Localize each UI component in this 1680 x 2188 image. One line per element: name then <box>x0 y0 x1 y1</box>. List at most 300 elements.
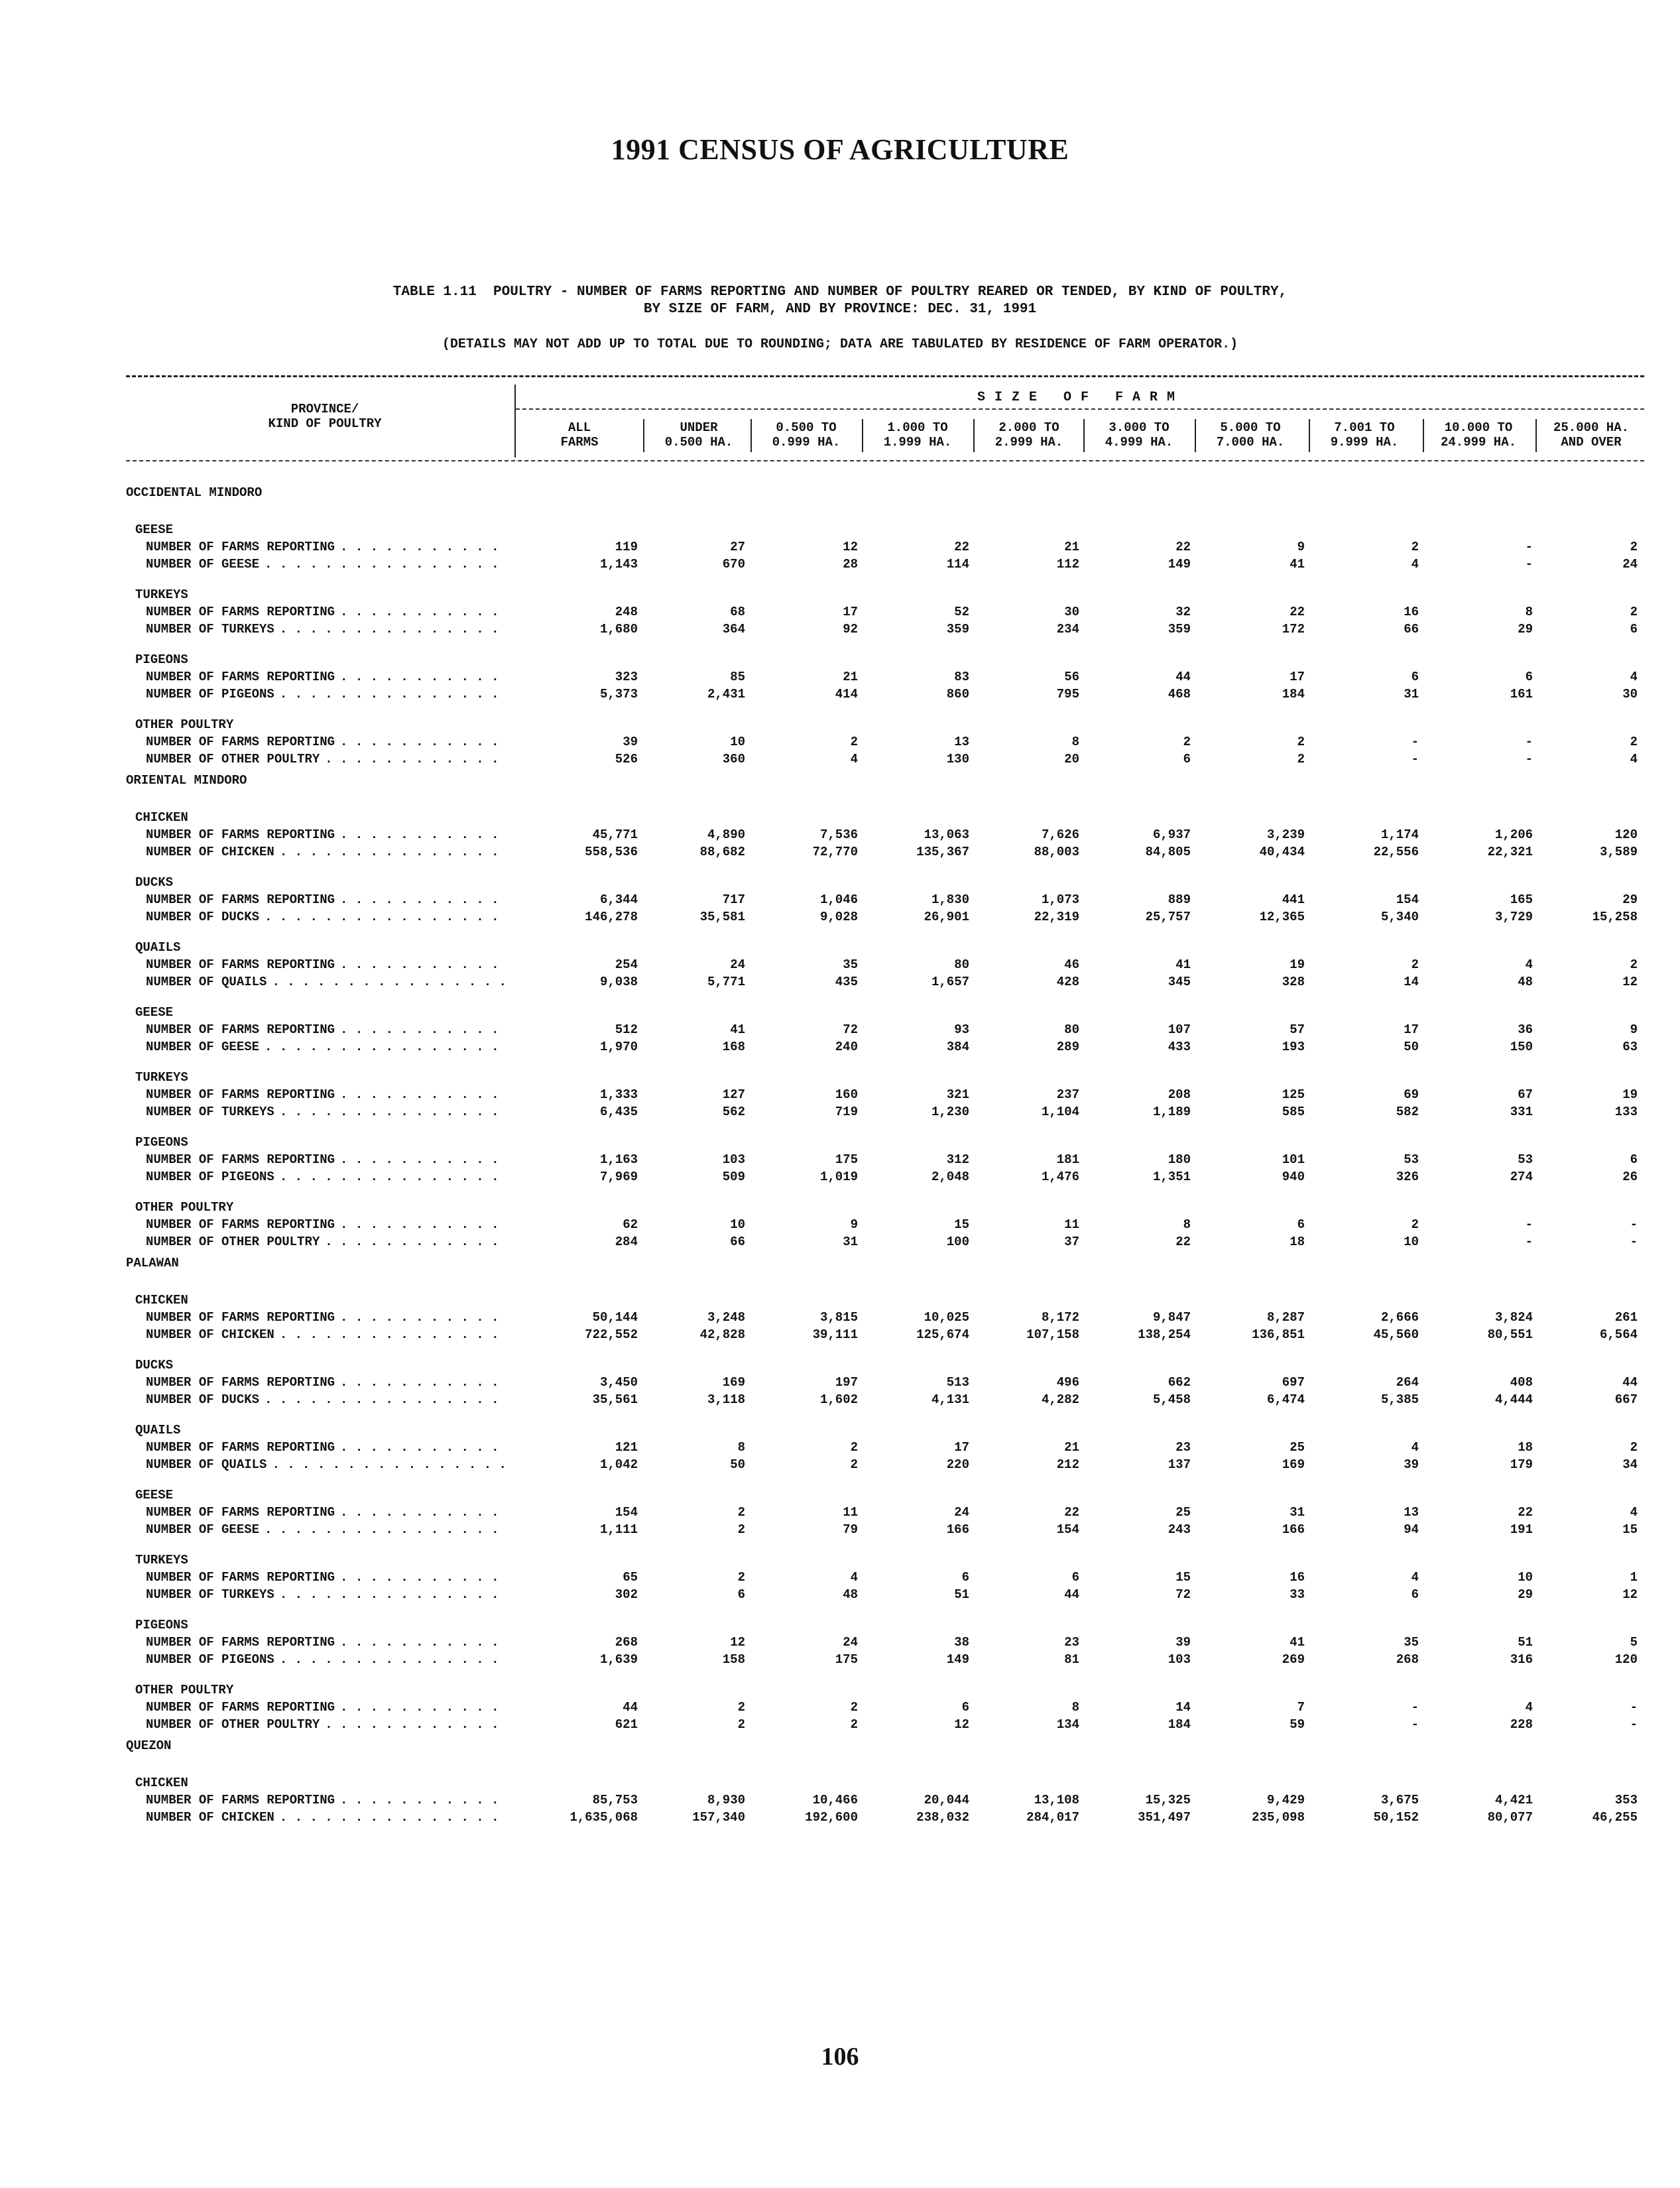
table-row <box>0 1717 1680 1734</box>
table-cell: 72 <box>1175 1587 1191 1602</box>
table-cell: 6 <box>1071 1570 1079 1585</box>
table-cell: 353 <box>1614 1793 1638 1807</box>
table-cell: 66 <box>1404 622 1419 637</box>
table-cell: 237 <box>1056 1087 1079 1102</box>
table-row <box>0 1217 1680 1235</box>
column-header-line: 0.999 HA. <box>772 435 841 450</box>
poultry-kind-row <box>0 587 1680 605</box>
table-cell: 468 <box>1168 687 1191 701</box>
table-cell: 22,319 <box>1034 910 1079 924</box>
table-row <box>0 1375 1680 1392</box>
table-cell: 38 <box>954 1635 969 1650</box>
table-cell: 1,019 <box>819 1170 858 1184</box>
table-cell: 51 <box>1518 1635 1533 1650</box>
table-cell: 35 <box>1404 1635 1419 1650</box>
table-cell: 12,365 <box>1259 910 1305 924</box>
dot-leader: . . . . . . . . . . . . <box>325 1717 507 1732</box>
table-cell: 125,674 <box>916 1327 969 1342</box>
table-cell: 1,351 <box>1152 1170 1191 1184</box>
column-header <box>754 420 858 450</box>
table-cell: - <box>1630 1717 1638 1732</box>
table-cell: 3,239 <box>1266 827 1305 842</box>
table-cell: 940 <box>1282 1170 1305 1184</box>
table-cell: 53 <box>1404 1152 1419 1167</box>
table-cell: 717 <box>722 892 745 907</box>
row-label: NUMBER OF FARMS REPORTING <box>146 1440 335 1455</box>
table-title-line-2: BY SIZE OF FARM, AND BY PROVINCE: DEC. 31, 1991 <box>643 302 1037 317</box>
table-cell: 248 <box>615 605 638 619</box>
row-label: NUMBER OF FARMS REPORTING <box>146 1635 335 1650</box>
column-header <box>1199 420 1302 450</box>
table-cell: 17 <box>954 1440 969 1455</box>
dot-leader: . . . . . . . . . . . . . . . <box>279 1587 507 1602</box>
table-cell: 39 <box>623 735 638 749</box>
dot-leader: . . . . . . . . . . . <box>340 827 507 842</box>
table-cell: 22 <box>1175 540 1191 554</box>
table-cell: 359 <box>1168 622 1191 637</box>
table-cell: 181 <box>1056 1152 1079 1167</box>
poultry-kind-row <box>0 1005 1680 1022</box>
table-cell: 428 <box>1056 975 1079 989</box>
table-cell: 29 <box>1518 1587 1533 1602</box>
table-cell: 6 <box>1411 670 1419 684</box>
row-label: NUMBER OF FARMS REPORTING <box>146 1793 335 1807</box>
table-cell: 18 <box>1518 1440 1533 1455</box>
table-cell: 10,466 <box>812 1793 858 1807</box>
table-cell: 16 <box>1404 605 1419 619</box>
table-cell: 3,729 <box>1494 910 1533 924</box>
column-divider <box>1423 419 1424 452</box>
province-label: ORIENTAL MINDORO <box>126 773 247 788</box>
table-cell: 6,344 <box>599 892 638 907</box>
dot-leader: . . . . . . . . . . . . . . . . <box>272 975 514 989</box>
table-cell: 6,435 <box>599 1105 638 1119</box>
province-label: QUEZON <box>126 1738 172 1753</box>
row-label: NUMBER OF QUAILS <box>146 1457 267 1472</box>
table-cell: 41 <box>1290 1635 1305 1650</box>
table-cell: 261 <box>1614 1310 1638 1325</box>
table-cell: 6,474 <box>1266 1392 1305 1407</box>
table-cell: 4 <box>1411 557 1419 572</box>
dot-leader: . . . . . . . . . . . . . . . <box>279 622 507 637</box>
table-cell: 17 <box>1290 670 1305 684</box>
table-cell: 2 <box>737 1700 745 1715</box>
table-cell: 8,287 <box>1266 1310 1305 1325</box>
poultry-kind-row <box>0 1135 1680 1152</box>
table-cell: 133 <box>1614 1105 1638 1119</box>
table-cell: 81 <box>1064 1652 1079 1667</box>
column-header-line: FARMS <box>560 435 599 450</box>
table-cell: 107,158 <box>1026 1327 1079 1342</box>
row-label: NUMBER OF GEESE <box>146 557 260 572</box>
table-cell: 80,551 <box>1487 1327 1533 1342</box>
table-cell: 3,589 <box>1599 845 1638 859</box>
table-cell: 220 <box>946 1457 969 1472</box>
table-cell: 284,017 <box>1026 1810 1079 1825</box>
table-cell: 15 <box>954 1217 969 1232</box>
row-label: NUMBER OF FARMS REPORTING <box>146 1700 335 1715</box>
table-cell: 351,497 <box>1138 1810 1191 1825</box>
column-header <box>977 420 1081 450</box>
table-cell: 13,063 <box>924 827 969 842</box>
table-cell: 21 <box>1064 540 1079 554</box>
table-cell: 1,189 <box>1152 1105 1191 1119</box>
row-label: NUMBER OF FARMS REPORTING <box>146 957 335 972</box>
table-cell: 20 <box>1064 752 1079 766</box>
column-divider <box>1309 419 1310 452</box>
table-cell: 172 <box>1282 622 1305 637</box>
table-cell: 69 <box>1404 1087 1419 1102</box>
table-cell: 562 <box>722 1105 745 1119</box>
table-row <box>0 1457 1680 1475</box>
table-cell: 130 <box>946 752 969 766</box>
column-header-line: 4.999 HA. <box>1105 435 1173 450</box>
table-cell: 9,028 <box>819 910 858 924</box>
table-cell: 3,815 <box>819 1310 858 1325</box>
table-cell: 1,206 <box>1494 827 1533 842</box>
table-cell: 4 <box>1630 670 1638 684</box>
row-label: NUMBER OF FARMS REPORTING <box>146 1505 335 1520</box>
table-cell: 1,111 <box>599 1522 638 1537</box>
table-cell: 5,771 <box>707 975 745 989</box>
poultry-kind-label: CHICKEN <box>135 1293 188 1307</box>
column-divider <box>1535 419 1537 452</box>
table-cell: 45,771 <box>592 827 638 842</box>
table-cell: 67 <box>1518 1087 1533 1102</box>
table-cell: 154 <box>1396 892 1419 907</box>
table-cell: 1,639 <box>599 1652 638 1667</box>
table-cell: 2 <box>850 1457 858 1472</box>
poultry-kind-label: OTHER POULTRY <box>135 717 234 732</box>
table-cell: 6 <box>961 1570 969 1585</box>
table-cell: 4,282 <box>1041 1392 1079 1407</box>
poultry-kind-label: CHICKEN <box>135 1776 188 1790</box>
table-cell: 34 <box>1622 1457 1638 1472</box>
table-top-rule <box>126 375 1644 377</box>
column-header <box>866 420 969 450</box>
stub-header-line-2: KIND OF POULTRY <box>268 416 382 431</box>
province-label: PALAWAN <box>126 1256 179 1270</box>
table-cell: 149 <box>1168 557 1191 572</box>
table-cell: 9,038 <box>599 975 638 989</box>
table-cell: 22 <box>1518 1505 1533 1520</box>
table-cell: 19 <box>1290 957 1305 972</box>
table-cell: 284 <box>615 1235 638 1249</box>
column-header-line: 0.500 TO <box>776 420 837 435</box>
table-cell: 4,890 <box>707 827 745 842</box>
dot-leader: . . . . . . . . . . . <box>340 670 507 684</box>
table-cell: 17 <box>1404 1022 1419 1037</box>
poultry-kind-label: DUCKS <box>135 875 174 890</box>
table-cell: 1,476 <box>1041 1170 1079 1184</box>
table-cell: 512 <box>615 1022 638 1037</box>
dot-leader: . . . . . . . . . . . <box>340 1152 507 1167</box>
row-label: NUMBER OF PIGEONS <box>146 1170 274 1184</box>
table-note: (DETAILS MAY NOT ADD UP TO TOTAL DUE TO ROUNDING; DATA ARE TABULATED BY RESIDENCE OF FARM OPERATOR.) <box>442 337 1238 352</box>
table-cell: - <box>1525 557 1533 572</box>
column-header-line: 5.000 TO <box>1220 420 1281 435</box>
table-cell: - <box>1525 1217 1533 1232</box>
table-cell: 2 <box>737 1505 745 1520</box>
table-cell: 21 <box>1064 1440 1079 1455</box>
table-cell: 1,230 <box>931 1105 969 1119</box>
table-cell: 3,824 <box>1494 1310 1533 1325</box>
table-cell: 66 <box>730 1235 745 1249</box>
poultry-kind-row <box>0 940 1680 957</box>
table-cell: 22 <box>1064 1505 1079 1520</box>
table-row <box>0 1327 1680 1345</box>
table-cell: 27 <box>730 540 745 554</box>
table-cell: 2 <box>850 1717 858 1732</box>
table-cell: 63 <box>1622 1040 1638 1054</box>
table-cell: 243 <box>1168 1522 1191 1537</box>
table-cell: 1,174 <box>1380 827 1419 842</box>
table-cell: 1,042 <box>599 1457 638 1472</box>
table-cell: 50,152 <box>1373 1810 1419 1825</box>
column-divider <box>1083 419 1085 452</box>
stub-header <box>199 402 451 431</box>
table-cell: 795 <box>1056 687 1079 701</box>
table-row <box>0 1700 1680 1717</box>
table-cell: 2,431 <box>707 687 745 701</box>
column-divider <box>862 419 863 452</box>
table-row <box>0 605 1680 622</box>
province-row <box>0 485 1680 503</box>
table-cell: 169 <box>722 1375 745 1390</box>
table-cell: 22 <box>954 540 969 554</box>
table-cell: 56 <box>1064 670 1079 684</box>
table-cell: 146,278 <box>585 910 638 924</box>
row-label: NUMBER OF DUCKS <box>146 1392 260 1407</box>
table-cell: 6 <box>1630 1152 1638 1167</box>
table-cell: 4 <box>850 752 858 766</box>
table-cell: 2 <box>737 1522 745 1537</box>
table-cell: 179 <box>1510 1457 1533 1472</box>
column-header-line: 24.999 HA. <box>1440 435 1517 450</box>
table-cell: 85 <box>730 670 745 684</box>
table-cell: 10 <box>730 735 745 749</box>
poultry-kind-row <box>0 1488 1680 1505</box>
table-cell: 9 <box>1297 540 1305 554</box>
dot-leader: . . . . . . . . . . . . . . . . <box>272 1457 514 1472</box>
table-row <box>0 1170 1680 1187</box>
column-header-line: 7.000 HA. <box>1216 435 1285 450</box>
dot-leader: . . . . . . . . . . . . <box>325 1235 507 1249</box>
table-cell: 889 <box>1168 892 1191 907</box>
table-cell: 8,172 <box>1041 1310 1079 1325</box>
table-row <box>0 1392 1680 1410</box>
table-cell: 312 <box>946 1152 969 1167</box>
table-row <box>0 622 1680 639</box>
table-cell: - <box>1525 1235 1533 1249</box>
table-cell: 175 <box>835 1152 858 1167</box>
table-cell: 441 <box>1282 892 1305 907</box>
column-header <box>1313 420 1416 450</box>
dot-leader: . . . . . . . . . . . . . . . . <box>265 1040 507 1054</box>
table-cell: 154 <box>1056 1522 1079 1537</box>
table-cell: 4 <box>1525 1700 1533 1715</box>
table-row <box>0 1022 1680 1040</box>
poultry-kind-row <box>0 1070 1680 1087</box>
table-cell: 62 <box>623 1217 638 1232</box>
table-row <box>0 1587 1680 1605</box>
table-cell: 558,536 <box>585 845 638 859</box>
table-cell: 326 <box>1396 1170 1419 1184</box>
dot-leader: . . . . . . . . . . . <box>340 735 507 749</box>
row-label: NUMBER OF FARMS REPORTING <box>146 827 335 842</box>
dot-leader: . . . . . . . . . . . . . . . <box>279 1105 507 1119</box>
table-cell: 254 <box>615 957 638 972</box>
table-cell: 4,131 <box>931 1392 969 1407</box>
table-cell: 6 <box>1630 622 1638 637</box>
table-cell: 157,340 <box>692 1810 745 1825</box>
table-cell: 120 <box>1614 827 1638 842</box>
table-cell: 235,098 <box>1252 1810 1305 1825</box>
running-title: 1991 CENSUS OF AGRICULTURE <box>611 133 1069 166</box>
table-cell: 274 <box>1510 1170 1533 1184</box>
table-cell: 2 <box>1630 735 1638 749</box>
table-cell: 509 <box>722 1170 745 1184</box>
table-cell: 621 <box>615 1717 638 1732</box>
table-cell: 12 <box>1622 1587 1638 1602</box>
row-label: NUMBER OF FARMS REPORTING <box>146 1152 335 1167</box>
table-cell: - <box>1630 1217 1638 1232</box>
table-cell: 29 <box>1622 892 1638 907</box>
table-cell: 149 <box>946 1652 969 1667</box>
table-cell: 2 <box>850 1440 858 1455</box>
table-cell: 184 <box>1168 1717 1191 1732</box>
table-cell: 22,321 <box>1487 845 1533 859</box>
poultry-kind-row <box>0 1293 1680 1310</box>
table-cell: 5,340 <box>1380 910 1419 924</box>
column-header-line: UNDER <box>680 420 718 435</box>
table-cell: 238,032 <box>916 1810 969 1825</box>
table-cell: 25,757 <box>1145 910 1191 924</box>
table-cell: 24 <box>954 1505 969 1520</box>
table-cell: 30 <box>1064 605 1079 619</box>
table-cell: 68 <box>730 605 745 619</box>
dot-leader: . . . . . . . . . . . . . . . . <box>265 557 507 572</box>
table-row <box>0 557 1680 574</box>
table-cell: 50 <box>730 1457 745 1472</box>
column-header <box>1539 420 1643 450</box>
table-cell: 84,805 <box>1145 845 1191 859</box>
dot-leader: . . . . . . . . . . . <box>340 892 507 907</box>
table-cell: 15,325 <box>1145 1793 1191 1807</box>
table-cell: 72 <box>843 1022 858 1037</box>
table-cell: 125 <box>1282 1087 1305 1102</box>
table-cell: 161 <box>1510 687 1533 701</box>
dot-leader: . . . . . . . . . . . <box>340 1375 507 1390</box>
table-cell: 120 <box>1614 1652 1638 1667</box>
table-cell: 88,682 <box>699 845 745 859</box>
table-cell: 52 <box>954 605 969 619</box>
table-cell: 46 <box>1064 957 1079 972</box>
table-row <box>0 1087 1680 1105</box>
table-cell: 160 <box>835 1087 858 1102</box>
table-cell: 166 <box>946 1522 969 1537</box>
table-cell: 26 <box>1622 1170 1638 1184</box>
table-cell: 138,254 <box>1138 1327 1191 1342</box>
table-cell: 158 <box>722 1652 745 1667</box>
table-cell: 26,901 <box>924 910 969 924</box>
table-cell: 1,104 <box>1041 1105 1079 1119</box>
dot-leader: . . . . . . . . . . . . . . . <box>279 1652 507 1667</box>
table-row <box>0 1152 1680 1170</box>
table-cell: 3,248 <box>707 1310 745 1325</box>
table-cell: 44 <box>1064 1587 1079 1602</box>
table-cell: 22 <box>1290 605 1305 619</box>
table-cell: 6 <box>961 1700 969 1715</box>
row-label: NUMBER OF FARMS REPORTING <box>146 1217 335 1232</box>
table-cell: 4 <box>1525 957 1533 972</box>
table-cell: 44 <box>1175 670 1191 684</box>
table-cell: 2 <box>850 735 858 749</box>
table-cell: 364 <box>722 622 745 637</box>
table-cell: 4 <box>850 1570 858 1585</box>
row-label: NUMBER OF OTHER POULTRY <box>146 1235 320 1249</box>
table-title <box>0 284 1680 318</box>
table-cell: 4 <box>1630 1505 1638 1520</box>
column-header <box>528 420 631 450</box>
row-label: NUMBER OF FARMS REPORTING <box>146 1570 335 1585</box>
table-cell: 331 <box>1510 1105 1533 1119</box>
table-cell: 50 <box>1404 1040 1419 1054</box>
table-cell: 15,258 <box>1592 910 1638 924</box>
table-cell: 384 <box>946 1040 969 1054</box>
table-cell: 35,581 <box>699 910 745 924</box>
table-cell: 39 <box>1175 1635 1191 1650</box>
table-cell: 4 <box>1630 752 1638 766</box>
column-header-line: 2.000 TO <box>998 420 1059 435</box>
table-cell: 150 <box>1510 1040 1533 1054</box>
table-cell: 35 <box>843 957 858 972</box>
table-cell: 80 <box>954 957 969 972</box>
province-row <box>0 773 1680 790</box>
table-cell: 5 <box>1630 1635 1638 1650</box>
table-cell: 7,626 <box>1041 827 1079 842</box>
poultry-kind-label: PIGEONS <box>135 652 188 667</box>
column-header <box>1427 420 1530 450</box>
table-cell: 24 <box>1622 557 1638 572</box>
table-row <box>0 1810 1680 1827</box>
poultry-kind-label: OTHER POULTRY <box>135 1200 234 1215</box>
table-cell: - <box>1525 752 1533 766</box>
poultry-kind-label: DUCKS <box>135 1358 174 1372</box>
table-cell: 11 <box>1064 1217 1079 1232</box>
table-cell: 264 <box>1396 1375 1419 1390</box>
table-cell: 323 <box>615 670 638 684</box>
table-cell: 12 <box>730 1635 745 1650</box>
row-label: NUMBER OF GEESE <box>146 1522 260 1537</box>
table-cell: 3,118 <box>707 1392 745 1407</box>
row-label: NUMBER OF FARMS REPORTING <box>146 1375 335 1390</box>
table-cell: 23 <box>1064 1635 1079 1650</box>
table-cell: 33 <box>1290 1587 1305 1602</box>
poultry-kind-row <box>0 1200 1680 1217</box>
table-cell: 268 <box>615 1635 638 1650</box>
dot-leader: . . . . . . . . . . . <box>340 540 507 554</box>
table-title-line-1: TABLE 1.11 POULTRY - NUMBER OF FARMS REPORTING AND NUMBER OF POULTRY REARED OR TENDED, BY KIND OF POULTRY, <box>392 284 1288 300</box>
table-cell: 408 <box>1510 1375 1533 1390</box>
row-label: NUMBER OF FARMS REPORTING <box>146 892 335 907</box>
row-label: NUMBER OF FARMS REPORTING <box>146 735 335 749</box>
table-cell: 2,666 <box>1380 1310 1419 1325</box>
table-cell: 41 <box>1175 957 1191 972</box>
table-cell: 25 <box>1290 1440 1305 1455</box>
dot-leader: . . . . . . . . . . . . . . . . <box>265 1522 507 1537</box>
table-cell: 316 <box>1510 1652 1533 1667</box>
